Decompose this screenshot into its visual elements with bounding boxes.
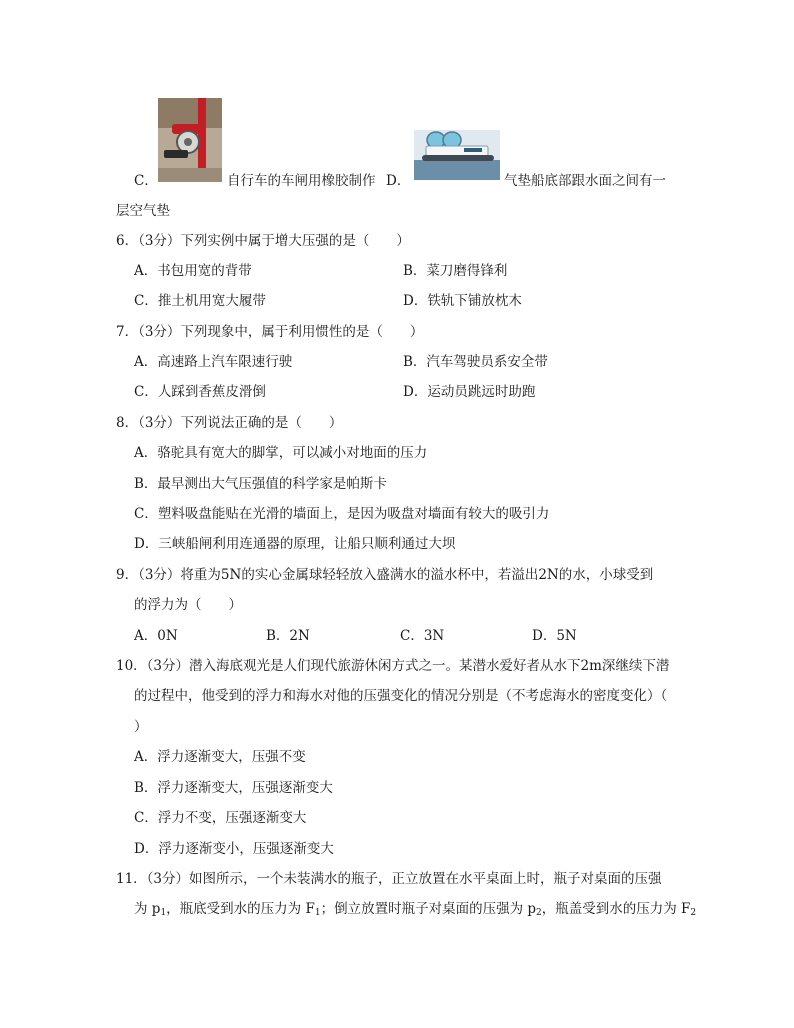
question-6-option-a: A．书包用宽的背带	[134, 263, 252, 279]
q11-text-part-2: ，瓶底受到水的压力为 F	[166, 901, 315, 917]
q11-subscript-f2: 2	[690, 908, 697, 918]
question-10-option-a: A．浮力逐渐变大，压强不变	[134, 749, 306, 765]
question-9-option-d: D．5N	[532, 628, 577, 644]
q5-option-c-text: 自行车的车闸用橡胶制作	[227, 173, 376, 189]
question-9-option-a: A．0N	[134, 628, 178, 644]
question-7-option-a: A．高速路上汽车限速行驶	[134, 354, 293, 370]
question-7-option-c: C．人踩到香蕉皮滑倒	[134, 384, 266, 400]
question-11-stem-line-1: 11．（3分）如图所示，一个未装满水的瓶子，正立放置在水平桌面上时，瓶子对桌面的压强	[116, 871, 662, 887]
question-7-stem: 7．（3分）下列现象中，属于利用惯性的是（ ）	[116, 324, 424, 340]
question-6-stem: 6．（3分）下列实例中属于增大压强的是（ ）	[116, 233, 410, 249]
question-10-option-c: C．浮力不变，压强逐渐变大	[134, 810, 307, 826]
question-9-option-c: C．3N	[400, 628, 445, 644]
q11-text-part-3: ；倒立放置时瓶子对桌面的压强为 p	[320, 901, 537, 917]
q11-subscript-p2: 2	[536, 908, 542, 918]
question-10-stem-line-2: 的过程中，他受到的浮力和海水对他的压强变化的情况分别是（不考虑海水的密度变化）（	[134, 688, 668, 704]
question-8-stem: 8．（3分）下列说法正确的是（ ）	[116, 415, 343, 431]
question-10-option-d: D．浮力逐渐变小，压强逐渐变大	[134, 841, 334, 857]
q11-text-part-1: 为 p	[134, 901, 161, 917]
question-8-option-b: B．最早测出大气压强值的科学家是帕斯卡	[134, 476, 387, 492]
q5-option-d-label: D．	[386, 173, 411, 189]
q11-text-part-4: ，瓶盖受到水的压力为 F	[541, 901, 691, 917]
question-11-stem-line-2	[134, 900, 696, 922]
question-6-option-c: C．推土机用宽大履带	[134, 293, 266, 309]
question-8-option-a: A．骆驼具有宽大的脚掌，可以减小对地面的压力	[134, 445, 428, 461]
question-10-stem-line-1: 10．（3分）潜入海底观光是人们现代旅游休闲方式之一。某潜水爱好者从水下2m深继续下潜	[116, 658, 670, 674]
question-9-stem-line-1: 9．（3分）将重为5N的实心金属球轻轻放入盛满水的溢水杯中，若溢出2N的水，小球受到	[116, 567, 654, 583]
question-7-option-d: D．运动员跳远时助跑	[403, 384, 536, 400]
question-7-option-b: B．汽车驾驶员系安全带	[403, 354, 548, 370]
question-10-option-b: B．浮力逐渐变大，压强逐渐变大	[134, 780, 333, 796]
question-9-option-b: B．2N	[266, 628, 310, 644]
question-6-option-d: D．铁轨下铺放枕木	[403, 293, 522, 309]
question-10-stem-line-3: ）	[134, 719, 148, 735]
question-9-stem-line-2: 的浮力为（ ）	[134, 597, 242, 613]
q5-option-d-text: 气垫船底部跟水面之间有一	[504, 173, 666, 189]
hovercraft-image	[414, 130, 500, 180]
q5-option-d-text-continued: 层空气垫	[116, 203, 170, 219]
q5-option-c-label: C．	[134, 173, 158, 189]
question-8-option-d: D．三峡船闸利用连通器的原理，让船只顺利通过大坝	[134, 536, 456, 552]
bicycle-brake-image	[158, 98, 222, 182]
q11-subscript-p1: 1	[160, 908, 167, 918]
q11-subscript-f1: 1	[314, 908, 321, 918]
question-6-option-b: B．菜刀磨得锋利	[403, 263, 508, 279]
question-8-option-c: C．塑料吸盘能贴在光滑的墙面上，是因为吸盘对墙面有较大的吸引力	[134, 506, 550, 522]
